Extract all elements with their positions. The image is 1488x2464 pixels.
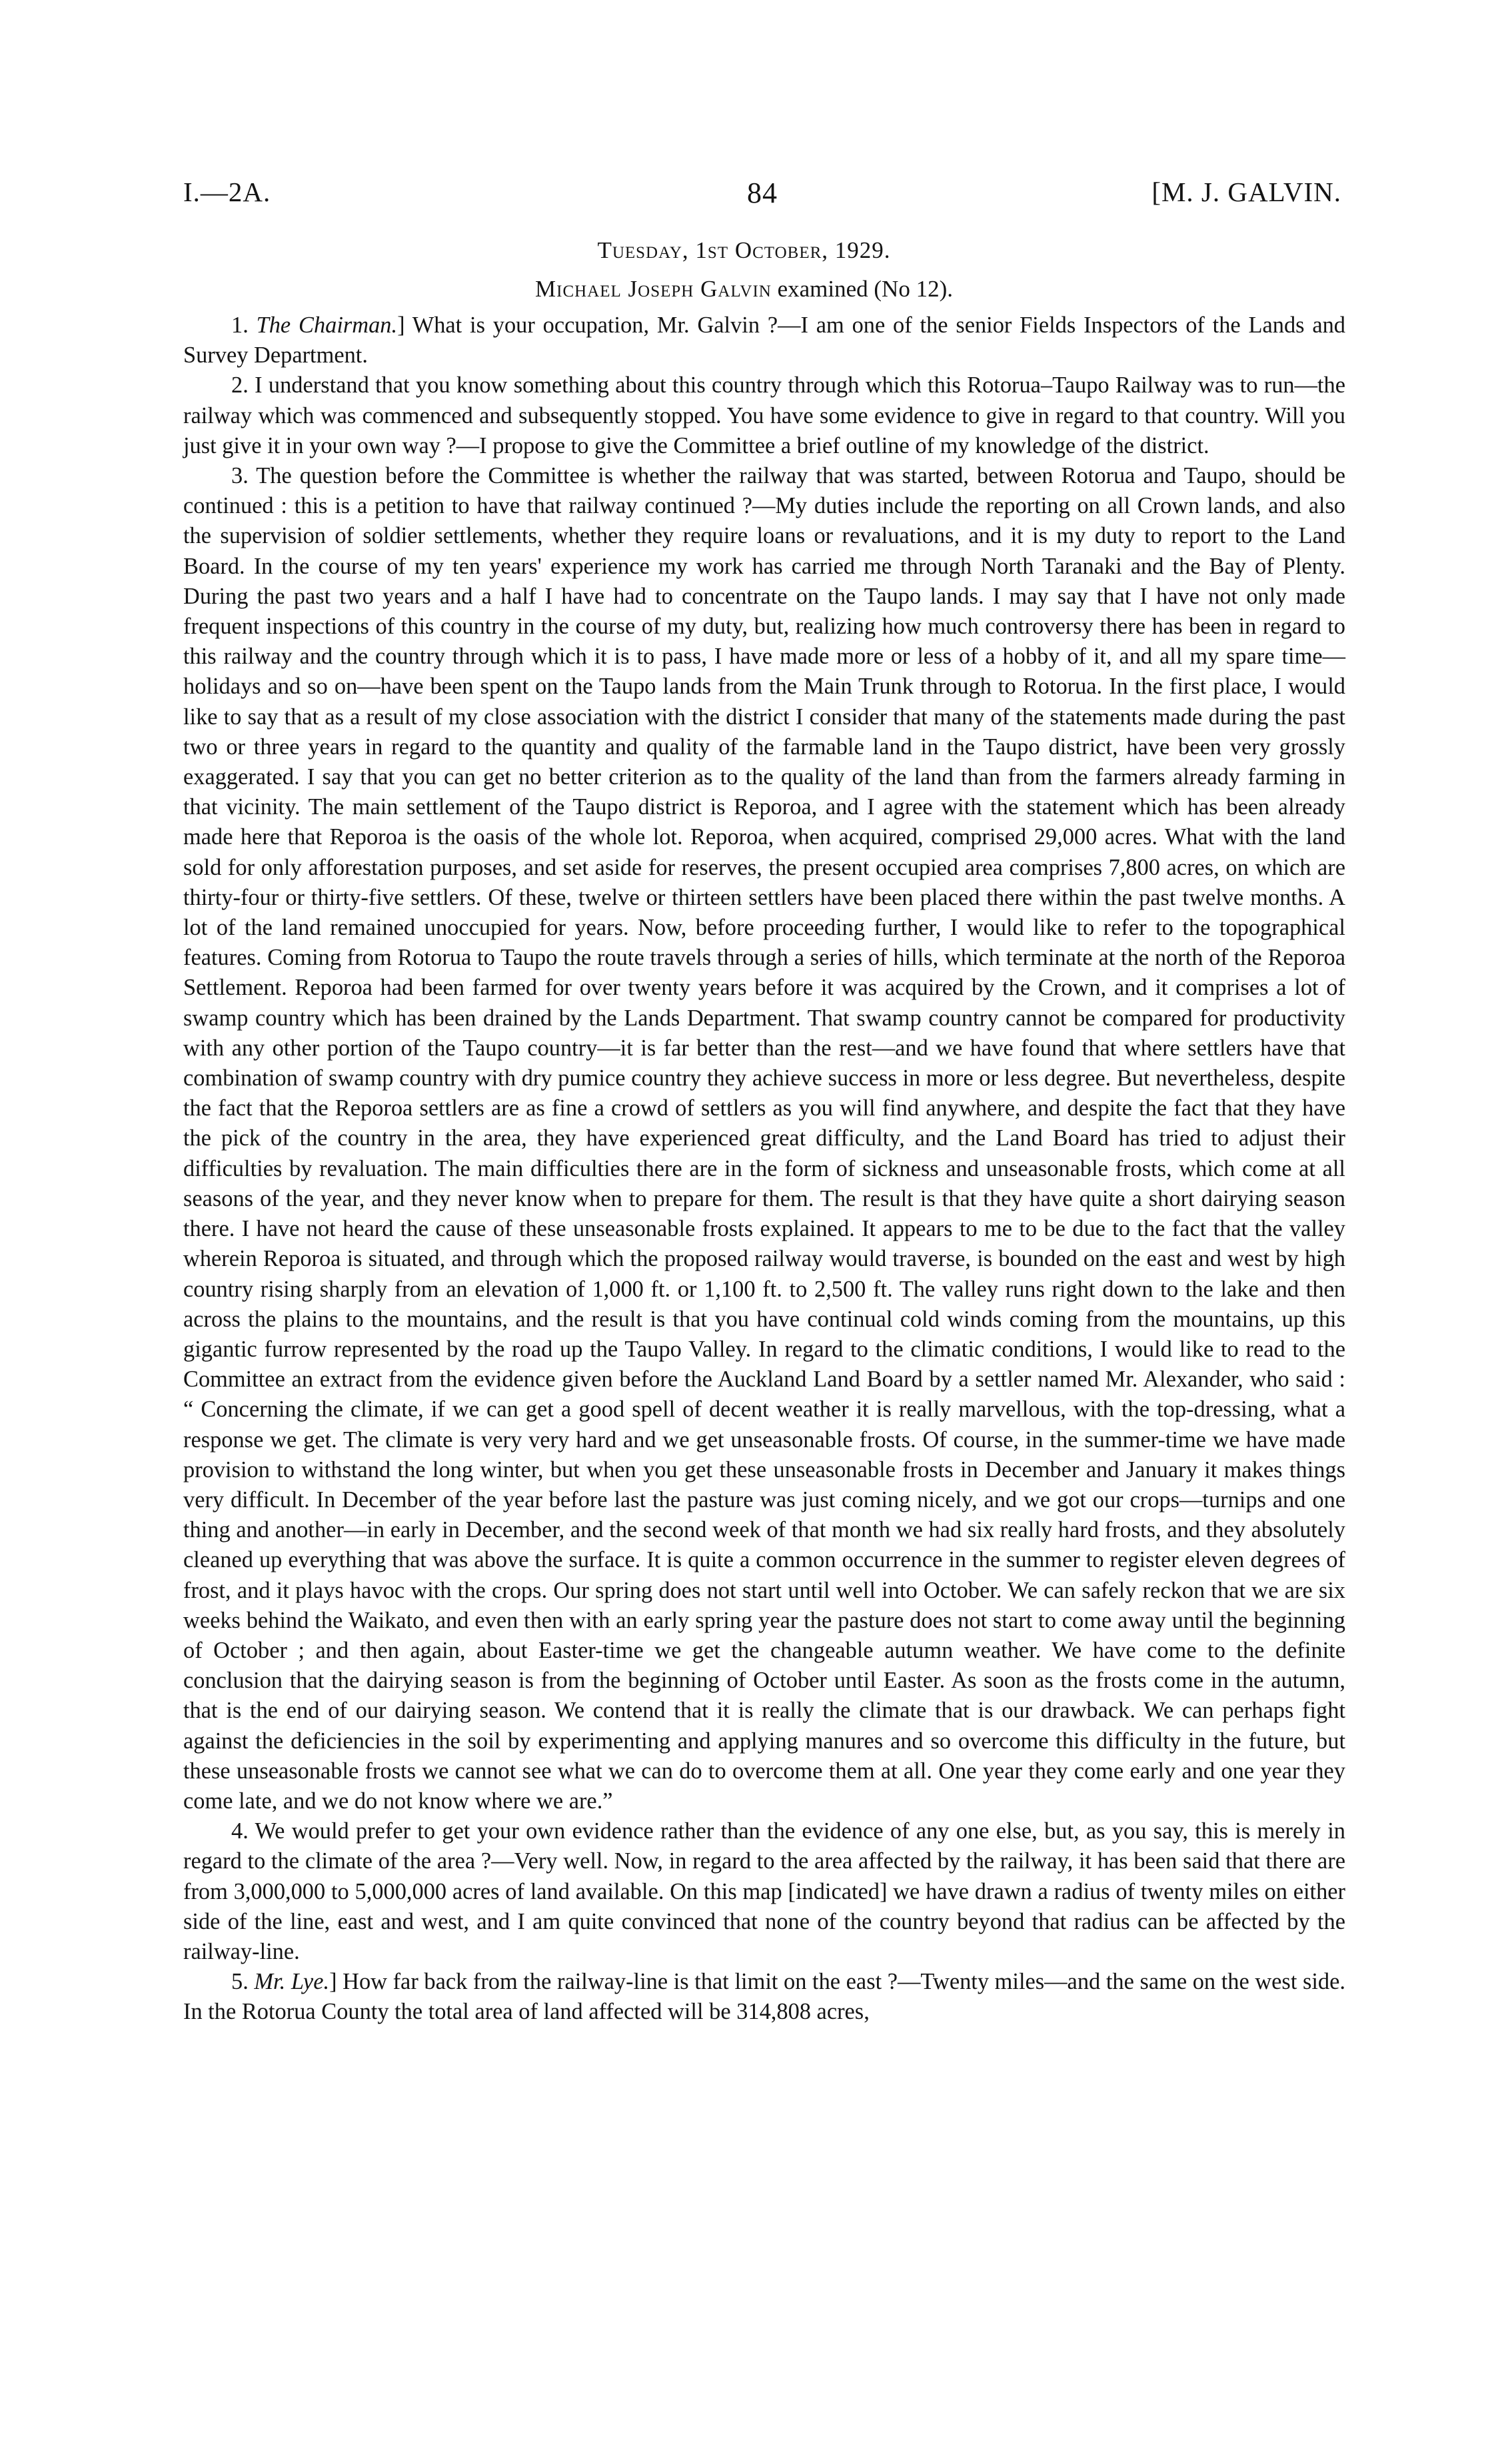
running-head [183,176,1341,213]
paragraph-text: We would prefer to get your own evidence rather than the evidence of any one else, but, as you say, this is merely in regard to the climate of the area ?—Very well. Now, in regard to the area affected by the railway, it has been said that there are from 3,000,000 to 5,000,000 acres of land available. On this map [indicated] we have drawn a radius of twenty miles on either side of the line, east and west, and I am quite convinced that none of the country beyond that radius can be affected by the railway-line. [183,1818,1345,1964]
session-date: Tuesday, 1st October, 1929. [597,237,891,263]
witness-tag: [M. J. GALVIN. [1151,177,1341,207]
report-reference: I.—2A. [183,177,271,207]
speaker-name: The Chairman. [256,312,398,338]
paragraph-text: I understand that you know something about this country through which this Rotorua–Taupo Railway was to run—the railway which was commenced and subsequently stopped. You have some evidence to give in regard to that country. Will you just give it in your own way ?—I propose to give the Committee a brief outline of my knowledge of the district. [183,372,1345,458]
witness-name: Michael Joseph Galvin [535,276,772,302]
evidence-paragraph [183,1967,1345,2027]
question-number: 1. [231,312,257,338]
question-number: 3. [231,463,257,489]
evidence-paragraph [183,1816,1345,1967]
paragraph-text: The question before the Committee is whether the railway that was started, between Rotorua and Taupo, should be continued : this is a petition to have that railway continued ?—My duties include the reporting on all Crown lands, and also the supervision of soldier settlements, whether they require loans or revaluations, and it is my duty to report to the Land Board. In the course of my ten years' experience my work has carried me through North Taranaki and the Bay of Plenty. During the past two years and a half I have had to concentrate on the Taupo lands. I may say that I have not only made frequent inspections of this country in the course of my duty, but, realizing how much controversy there has been in regard to this railway and the country through which it is to pass, I have made more or less of a hobby of it, and all my spare time—holidays and so on—have been spent on the Taupo lands from the Main Trunk through to Rotorua. In the first place, I would like to say that as a result of my close association with the district I consider that many of the statements made during the past two or three years in regard to the quantity and quality of the farmable land in the Taupo district, have been very grossly exaggerated. I say that you can get no better criterion as to the quality of the land than from the farmers already farming in that vicinity. The main settlement of the Taupo district is Reporoa, and I agree with the statement which has been already made here that Reporoa is the oasis of the whole lot. Reporoa, when acquired, comprised 29,000 acres. What with the land sold for only afforestation purposes, and set aside for reserves, the present occupied area comprises 7,800 acres, on which are thirty-four or thirty-five settlers. Of these, twelve or thirteen settlers have been placed there within the past twelve months. A lot of the land remained unoccupied for years. Now, before proceeding further, I would like to refer to the topographical features. Coming from Rotorua to Taupo the route travels through a series of hills, which terminate at the north of the Reporoa Settlement. Reporoa had been farmed for over twenty years before it was acquired by the Crown, and it comprises a lot of swamp country which has been drained by the Lands Department. That swamp country cannot be compared for productivity with any other portion of the Taupo country—it is far better than the rest—and we have found that where settlers have that combination of swamp country with dry pumice country they achieve success in more or less degree. But nevertheless, despite the fact that the Reporoa settlers are as fine a crowd of settlers as you will find anywhere, and despite the fact that they have the pick of the country in the area, they have experienced great difficulty, and the Land Board has tried to adjust their difficulties by revaluation. The main difficulties there are in the form of sickness and unseasonable frosts, which come at all seasons of the year, and they never know when to prepare for them. The result is that they have quite a short dairying season there. I have not heard the cause of these unseasonable frosts explained. It appears to me to be due to the fact that the valley wherein Reporoa is situated, and through which the proposed railway would traverse, is bounded on the east and west by high country rising sharply from an elevation of 1,000 ft. or 1,100 ft. to 2,500 ft. The valley runs right down to the lake and then across the plains to the mountains, and the result is that you have continual cold winds coming from the mountains, up this gigantic furrow represented by the road up the Taupo Valley. In regard to the climatic conditions, I would like to read to the Committee an extract from the evidence given before the Auckland Land Board by a settler named Mr. Alexander, who said : “ Concerning the climate, if we can get a good spell of decent weather it is really marvellous, with the top-dressing, what a response we get. The climate is very very hard and we get unseasonable frosts. Of course, in the summer-time we have made provision to withstand the long winter, but when you get these unseasonable frosts in December and January it makes things very difficult. In December of the year before last the pasture was just coming nicely, and we got our crops—turnips and one thing and another—in early in December, and the second week of that month we had six really hard frosts, and they absolutely cleaned up everything that was above the surface. It is quite a common occurrence in the summer to register eleven degrees of frost, and it plays havoc with the crops. Our spring does not start until well into October. We can safely reckon that we are six weeks behind the Waikato, and even then with an early spring year the pasture does not start to come away until the beginning of October ; and then again, about Easter-time we get the changeable autumn weather. We have come to the definite conclusion that the dairying season is from the beginning of October until Easter. As soon as the frosts come in the autumn, that is the end of our dairying season. We contend that it is really the climate that is our drawback. We can perhaps fight against the deficiencies in the soil by experimenting and applying manures and so overcome this difficulty in the future, but these unseasonable frosts we cannot see what we can do to overcome them at all. One year they come early and one year they come late, and we do not know where we are.” [183,463,1345,1814]
question-number: 4. [231,1818,255,1844]
speaker-name: Mr. Lye. [254,1969,330,1995]
question-number: 2. [231,372,255,398]
evidence-paragraph [183,370,1345,461]
question-number: 5. [231,1969,255,1995]
evidence-paragraph [183,461,1345,1816]
paragraph-text: ] What is your occupation, Mr. Galvin ?—I am one of the senior Fields Inspectors of the Lands and Survey Department. [183,312,1346,368]
paragraph-text: ] How far back from the railway-line is that limit on the east ?—Twenty miles—and the same on the west side. In the Rotorua County the total area of land affected will be 314,808 acres, [183,1969,1345,2025]
witness-status: examined (No 12). [771,276,953,302]
page-number: 84 [747,177,778,209]
evidence-body [183,310,1345,2028]
evidence-paragraph [183,310,1345,370]
witness-heading [0,276,1488,303]
